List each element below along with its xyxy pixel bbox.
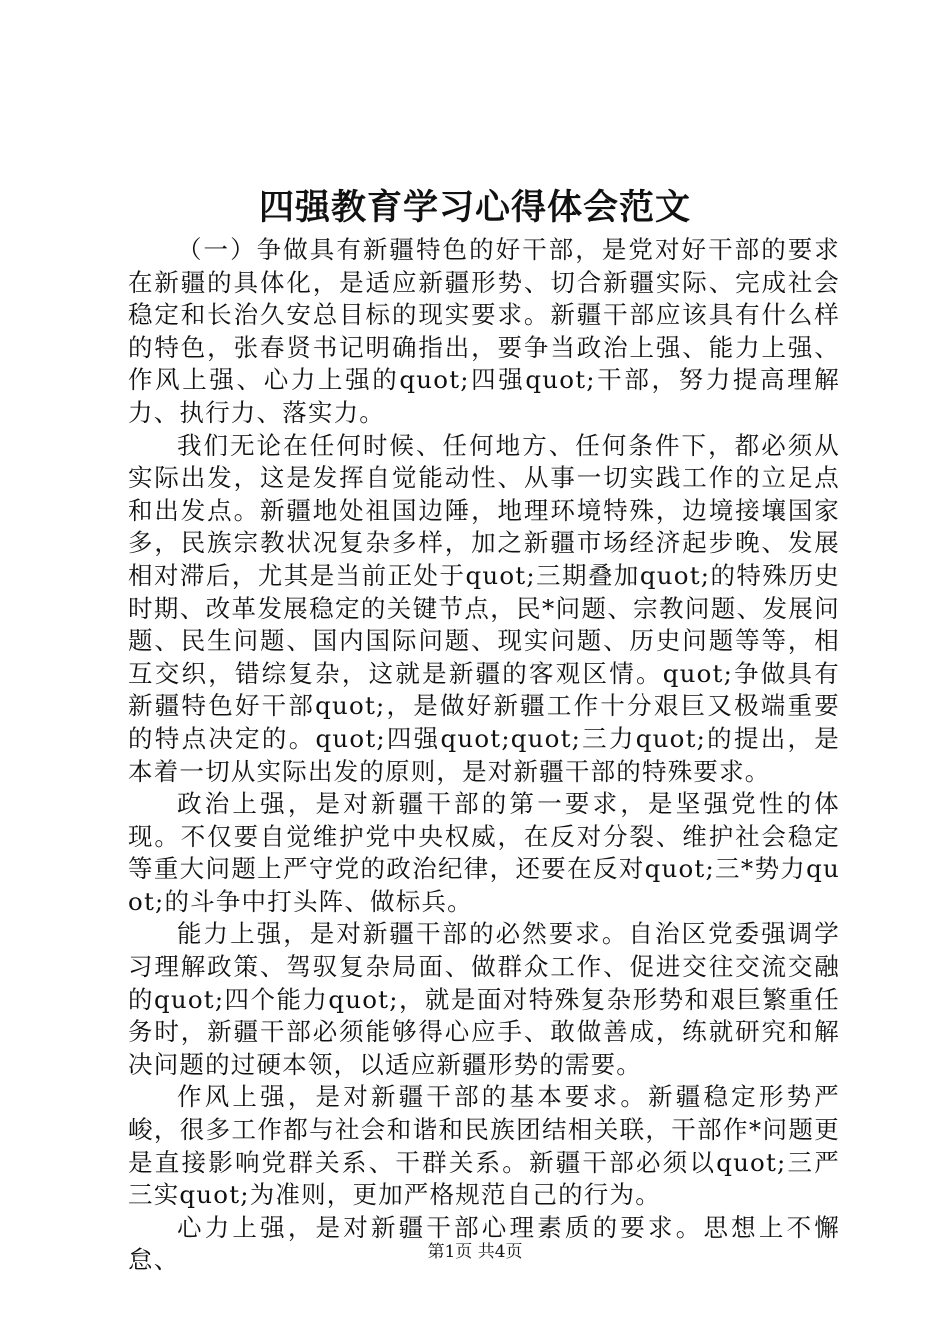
document-title: 四强教育学习心得体会范文: [258, 187, 691, 228]
paragraph-1: （一）争做具有新疆特色的好干部，是党对好干部的要求在新疆的具体化，是适应新疆形势、切合新疆实际、完成社会稳定和长治久安总目标的现实要求。新疆干部应该具有什么样的特色，张春贤书记明确指出，要争当政治上强、能力上强、作风上强、心力上强的quot;四强quot;干部，努力提高理解力、执行力、落实力。: [128, 235, 840, 427]
paragraph-2: 我们无论在任何时候、任何地方、任何条件下，都必须从实际出发，这是发挥自觉能动性、从事一切实践工作的立足点和出发点。新疆地处祖国边陲，地理环境特殊，边境接壤国家多，民族宗教状况复杂多样，加之新疆市场经济起步晚、发展相对滞后，尤其是当前正处于quot;三期叠加quot;的特殊历史时期、改革发展稳定的关键节点，民*问题、宗教问题、发展问题、民生问题、国内国际问题、现实问题、历史问题等等，相互交织，错综复杂，这就是新疆的客观区情。quot;争做具有新疆特色好干部quot;，是做好新疆工作十分艰巨又极端重要的特点决定的。quot;四强quot;quot;三力quot;的提出，是本着一切从实际出发的原则，是对新疆干部的特殊要求。: [128, 430, 840, 786]
paragraph-4: 能力上强，是对新疆干部的必然要求。自治区党委强调学习理解政策、驾驭复杂局面、做群众工作、促进交往交流交融的quot;四个能力quot;，就是面对特殊复杂形势和艰巨繁重任务时，新疆干部必须能够得心应手、敢做善成，练就研究和解决问题的过硬本领，以适应新疆形势的需要。: [128, 919, 840, 1079]
page-number-footer: 第1页 共4页: [427, 1242, 523, 1262]
paragraph-3: 政治上强，是对新疆干部的第一要求，是坚强党性的体现。不仅要自觉维护党中央权威，在反对分裂、维护社会稳定等重大问题上严守党的政治纪律，还要在反对quot;三*势力quot;的斗争中打头阵、做标兵。: [128, 789, 840, 916]
paragraph-6: 心力上强，是对新疆干部心理素质的要求。思想上不懈怠、: [128, 1212, 840, 1275]
document-body: [128, 234, 840, 1277]
paragraph-5: 作风上强，是对新疆干部的基本要求。新疆稳定形势严峻，很多工作都与社会和谐和民族团结相关联，干部作*问题更是直接影响党群关系、干群关系。新疆干部必须以quot;三严三实quot;为准则，更加严格规范自己的行为。: [128, 1082, 840, 1210]
